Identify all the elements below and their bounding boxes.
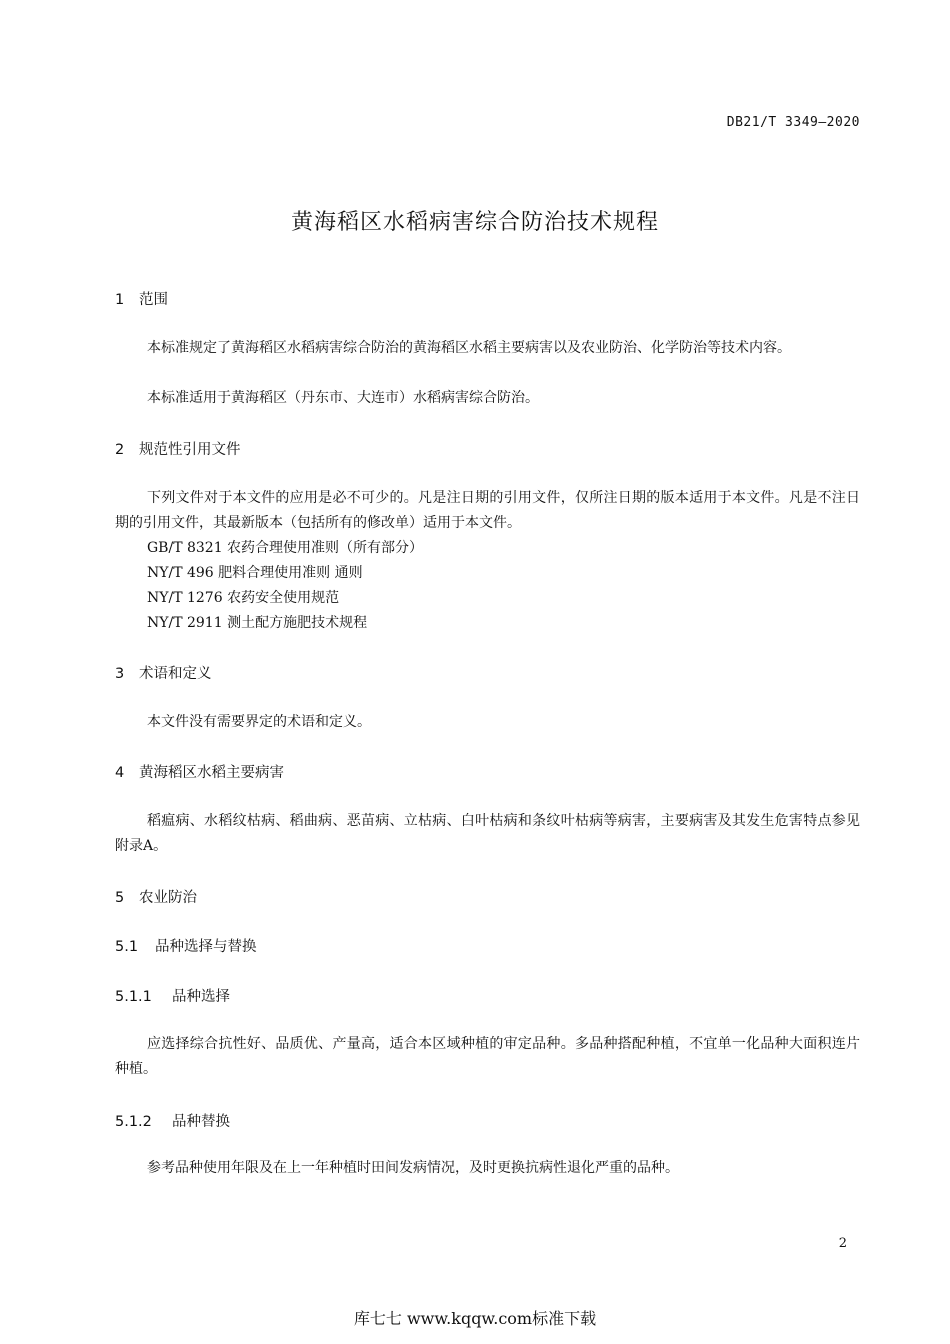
section-5-1-2-heading xyxy=(115,1110,230,1131)
section-number: 1 xyxy=(115,292,125,308)
section-number: 3 xyxy=(115,666,125,682)
section-5-1-1-paragraph: 应选择综合抗性好、品质优、产量高，适合本区域种植的审定品种。多品种搭配种植，不宜单一化品种大面积连片种植。 xyxy=(115,1036,860,1077)
document-title: 黄海稻区水稻病害综合防治技术规程 xyxy=(290,210,659,235)
standard-code: DB21/T 3349—2020 xyxy=(726,115,860,130)
section-title: 范围 xyxy=(139,292,168,308)
page-number: 2 xyxy=(838,1236,847,1251)
section-title: 规范性引用文件 xyxy=(139,442,241,458)
section-title: 品种替换 xyxy=(172,1114,230,1130)
section-1-heading xyxy=(115,288,168,309)
section-3-heading xyxy=(115,662,212,683)
section-number: 5.1.1 xyxy=(115,989,152,1005)
section-2-paragraph-1: 下列文件对于本文件的应用是必不可少的。凡是注日期的引用文件，仅所注日期的版本适用于本文件。凡是不注日期的引用文件，其最新版本（包括所有的修改单）适用于本文件。 xyxy=(115,490,860,531)
section-title: 农业防治 xyxy=(139,890,197,906)
reference-item: GB/T 8321 农药合理使用准则（所有部分） xyxy=(147,540,424,556)
section-5-1-2-paragraph: 参考品种使用年限及在上一年种植时田间发病情况，及时更换抗病性退化严重的品种。 xyxy=(147,1160,679,1176)
reference-item: NY/T 496 肥料合理使用准则 通则 xyxy=(147,565,363,581)
reference-item: NY/T 2911 测土配方施肥技术规程 xyxy=(147,615,368,631)
section-5-1-heading xyxy=(115,935,257,956)
section-number: 5 xyxy=(115,890,125,906)
section-title: 黄海稻区水稻主要病害 xyxy=(139,765,284,781)
section-4-heading xyxy=(115,761,284,782)
section-number: 2 xyxy=(115,442,125,458)
section-5-heading xyxy=(115,886,197,907)
section-2-heading xyxy=(115,438,241,459)
section-1-paragraph-2: 本标准适用于黄海稻区（丹东市、大连市）水稻病害综合防治。 xyxy=(147,390,539,406)
section-1-paragraph-1: 本标准规定了黄海稻区水稻病害综合防治的黄海稻区水稻主要病害以及农业防治、化学防治等技术内容。 xyxy=(147,340,791,356)
section-number: 5.1 xyxy=(115,939,139,955)
section-title: 品种选择与替换 xyxy=(155,939,257,955)
section-title: 术语和定义 xyxy=(139,666,212,682)
section-number: 4 xyxy=(115,765,125,781)
footer-watermark: 库七七 www.kqqw.com标准下载 xyxy=(353,1309,597,1328)
reference-item: NY/T 1276 农药安全使用规范 xyxy=(147,590,340,606)
section-4-paragraph-1: 稻瘟病、水稻纹枯病、稻曲病、恶苗病、立枯病、白叶枯病和条纹叶枯病等病害，主要病害及其发生危害特点参见附录A。 xyxy=(115,813,860,854)
section-5-1-1-heading xyxy=(115,985,230,1006)
section-number: 5.1.2 xyxy=(115,1114,152,1130)
section-3-paragraph-1: 本文件没有需要界定的术语和定义。 xyxy=(147,714,371,730)
section-title: 品种选择 xyxy=(172,989,230,1005)
